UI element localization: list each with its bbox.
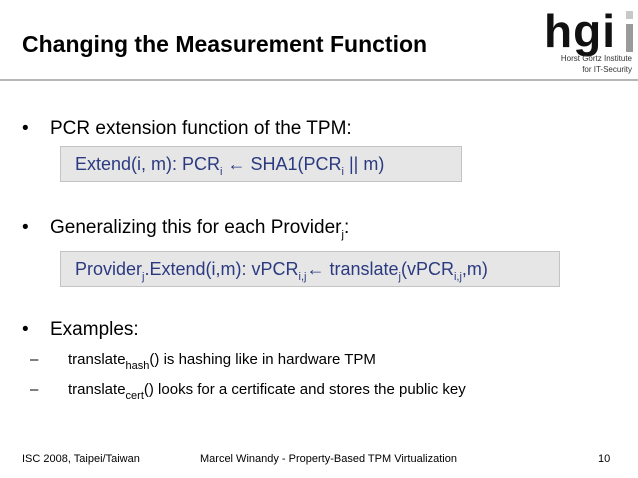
example-text: translate — [68, 381, 126, 398]
bullet-dot: • — [22, 217, 29, 238]
example-text: () is hashing like in hardware TPM — [149, 351, 376, 368]
formula-part: || m) — [343, 154, 385, 174]
footer-author-title: Marcel Winandy - Property-Based TPM Virtualization — [200, 453, 457, 465]
bullet-generalizing — [22, 217, 349, 239]
logo-accent-bar — [626, 24, 633, 52]
example-subscript: cert — [125, 390, 144, 402]
bullet-examples — [22, 319, 139, 341]
dash-marker: – — [30, 381, 39, 398]
formula-part: Extend(i, m): PCR — [75, 154, 221, 174]
formula-part: .Extend(i,m): vPCR — [144, 259, 299, 279]
bullet-subscript: j — [341, 229, 344, 241]
example-subscript: hash — [125, 360, 150, 372]
example-item-cert — [30, 381, 466, 402]
bullet-dot: • — [22, 319, 29, 340]
bullet-text: PCR extension function of the TPM: — [50, 118, 352, 139]
formula-subscript: i,j — [298, 271, 307, 283]
formula-box-provider-extend — [60, 251, 560, 287]
logo-letters: hgi — [544, 5, 616, 57]
formula-part: (vPCR — [400, 259, 454, 279]
bullet-pcr-extension — [22, 118, 352, 140]
formula-subscript: i — [220, 166, 223, 178]
formula-subscript: i — [341, 166, 344, 178]
formula-box-extend — [60, 146, 462, 182]
logo-subtitle-1: Horst Görtz Institute — [560, 54, 632, 63]
bullet-text: Examples: — [50, 319, 139, 340]
footer-conference: ISC 2008, Taipei/Taiwan — [22, 453, 140, 465]
dash-marker: – — [30, 351, 39, 368]
example-item-hash — [30, 351, 376, 372]
formula-subscript: j — [142, 271, 145, 283]
formula-part: Provider — [75, 259, 143, 279]
logo-subtitle-2: for IT-Security — [582, 65, 632, 74]
bullet-dot: • — [22, 118, 29, 139]
bullet-text: Generalizing this for each Provider — [50, 217, 342, 238]
bullet-suffix: : — [343, 217, 350, 238]
formula-part: ← SHA1(PCR — [222, 154, 342, 174]
formula-part: ,m) — [461, 259, 488, 279]
title-divider — [0, 79, 638, 81]
formula-subscript: i,j — [453, 271, 462, 283]
page-number: 10 — [598, 453, 611, 465]
slide-title: Changing the Measurement Function — [22, 31, 428, 57]
hgi-logo — [540, 6, 636, 76]
example-text: () looks for a certificate and stores the public key — [143, 381, 466, 398]
formula-part: ← translate — [306, 259, 399, 279]
formula-subscript: j — [398, 271, 401, 283]
example-text: translate — [68, 351, 126, 368]
logo-accent-top — [626, 11, 633, 19]
